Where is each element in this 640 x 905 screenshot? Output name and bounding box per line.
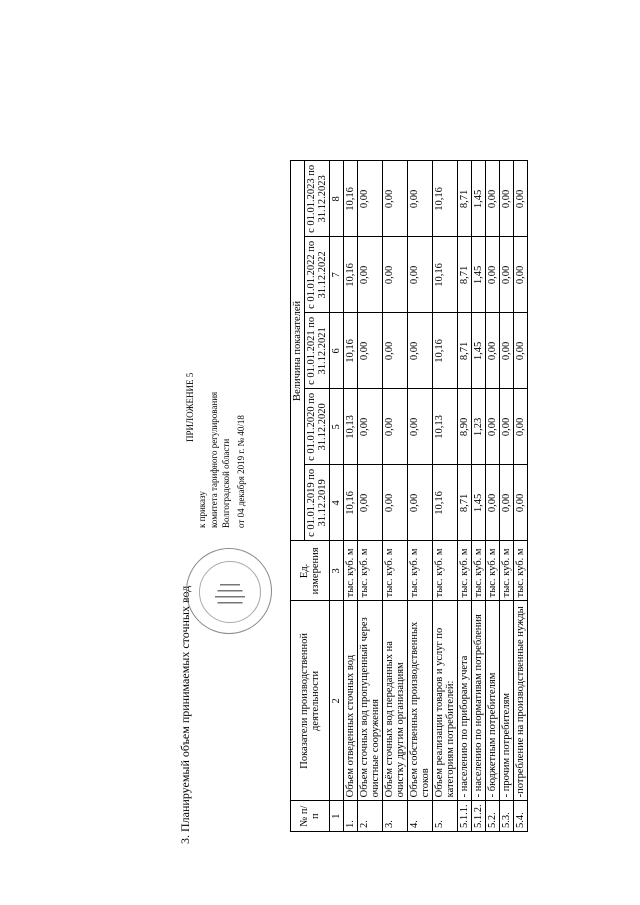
row-value: 10,16 [433, 313, 458, 389]
col-number: 3 [330, 541, 344, 601]
row-value: 0,00 [500, 161, 514, 237]
row-value: 10,13 [433, 389, 458, 465]
col-header-num: № п/п [291, 801, 330, 832]
row-unit: тыс. куб. м [344, 541, 358, 601]
row-value: 0,00 [486, 237, 500, 313]
col-number: 7 [330, 237, 344, 313]
row-value: 10,16 [344, 313, 358, 389]
table-row [500, 161, 514, 832]
table-row [358, 161, 383, 832]
row-unit: тыс. куб. м [486, 541, 500, 601]
row-indicator: Объем собственных производственных стоков [408, 601, 433, 801]
col-number: 5 [330, 389, 344, 465]
row-value: 0,00 [358, 465, 383, 541]
appendix-line: к приказу [197, 491, 207, 528]
row-value: 10,16 [344, 465, 358, 541]
row-value: 0,00 [486, 313, 500, 389]
col-number: 6 [330, 313, 344, 389]
row-value: 1,45 [472, 313, 486, 389]
row-value: 0,00 [408, 389, 433, 465]
row-value: 10,16 [433, 237, 458, 313]
appendix-title: ПРИЛОЖЕНИЕ 5 [185, 372, 195, 442]
row-value: 0,00 [383, 465, 408, 541]
row-value: 8,90 [458, 389, 472, 465]
row-value: 0,00 [514, 313, 528, 389]
row-value: 8,71 [458, 465, 472, 541]
row-value: 8,71 [458, 161, 472, 237]
row-value: 0,00 [514, 465, 528, 541]
table-row [408, 161, 433, 832]
col-header-period: с 01.01.2023 по 31.12.2023 [305, 161, 330, 237]
row-value: 8,71 [458, 237, 472, 313]
appendix-header [184, 373, 247, 528]
row-unit: тыс. куб. м [500, 541, 514, 601]
col-header-indicator: Показатели производственной деятельности [291, 601, 330, 801]
table-row [514, 161, 528, 832]
rotated-content [176, 84, 526, 844]
row-value: 10,13 [344, 389, 358, 465]
row-value: 0,00 [500, 313, 514, 389]
row-indicator: - населению по приборам учета [458, 601, 472, 801]
row-value: 0,00 [383, 161, 408, 237]
row-value: 0,00 [514, 161, 528, 237]
row-unit: тыс. куб. м [514, 541, 528, 601]
row-value: 0,00 [486, 389, 500, 465]
row-value: 0,00 [486, 161, 500, 237]
row-value: 1,45 [472, 237, 486, 313]
col-header-period: с 01.01.2022 по 31.12.2022 [305, 237, 330, 313]
row-indicator: Объём сточных вод переданных на очистку другим организациям [383, 601, 408, 801]
row-value: 1,45 [472, 465, 486, 541]
official-seal-stamp [186, 548, 272, 634]
row-value: 10,16 [344, 161, 358, 237]
appendix-line: Волгоградской области [221, 438, 231, 528]
row-unit: тыс. куб. м [358, 541, 383, 601]
seal-text: ▬▬▬▬▬ ▬▬▬▬▬▬ ▬▬▬▬▬ ▬▬▬▬ [215, 582, 245, 605]
row-number: 3. [383, 801, 408, 832]
row-value: 1,23 [472, 389, 486, 465]
row-unit: тыс. куб. м [472, 541, 486, 601]
row-indicator: - прочим потребителям [500, 601, 514, 801]
row-value: 0,00 [383, 389, 408, 465]
row-value: 0,00 [500, 465, 514, 541]
table-row [433, 161, 458, 832]
row-value: 0,00 [358, 161, 383, 237]
row-indicator: -потребление на производственные нужды [514, 601, 528, 801]
table-row [472, 161, 486, 832]
row-indicator: Объем реализации товаров и услуг по категориям потребителей: [433, 601, 458, 801]
row-indicator: - населению по нормативам потребления [472, 601, 486, 801]
row-value: 10,16 [433, 161, 458, 237]
row-number: 5.1.2. [472, 801, 486, 832]
appendix-line: от 04 декабря 2019 г. № 40/18 [236, 415, 246, 528]
row-indicator: Объем отведенных сточных вод [344, 601, 358, 801]
row-value: 0,00 [486, 465, 500, 541]
row-value: 0,00 [514, 237, 528, 313]
row-value: 0,00 [408, 465, 433, 541]
col-header-group: Величина показателей [291, 161, 305, 541]
row-value: 0,00 [383, 313, 408, 389]
row-value: 0,00 [408, 313, 433, 389]
col-number: 8 [330, 161, 344, 237]
row-unit: тыс. куб. м [433, 541, 458, 601]
section-title: 3. Планируемый объем принимаемых сточных вод [178, 585, 192, 844]
wastewater-volume-table [290, 160, 528, 832]
table-row [383, 161, 408, 832]
row-value: 0,00 [358, 237, 383, 313]
row-value: 10,16 [433, 465, 458, 541]
row-number: 5.1.1. [458, 801, 472, 832]
row-number: 1. [344, 801, 358, 832]
row-value: 10,16 [344, 237, 358, 313]
table-row [344, 161, 358, 832]
appendix-line: комитета тарифного регулирования [209, 391, 219, 528]
row-number: 4. [408, 801, 433, 832]
col-number: 2 [330, 601, 344, 801]
row-value: 0,00 [358, 389, 383, 465]
row-indicator: - бюджетным потребителям [486, 601, 500, 801]
row-value: 0,00 [358, 313, 383, 389]
row-number: 5.3. [500, 801, 514, 832]
col-header-period: с 01.01.2019 по 31.12.2019 [305, 465, 330, 541]
col-header-unit: Ед. измерения [291, 541, 330, 601]
row-unit: тыс. куб. м [458, 541, 472, 601]
col-header-period: с 01.01.2021 по 31.12.2021 [305, 313, 330, 389]
row-indicator: Объем сточных вод пропущенный через очистные сооружения [358, 601, 383, 801]
row-number: 5. [433, 801, 458, 832]
col-number: 1 [330, 801, 344, 832]
row-value: 0,00 [408, 237, 433, 313]
row-value: 0,00 [383, 237, 408, 313]
row-value: 0,00 [514, 389, 528, 465]
row-value: 0,00 [500, 389, 514, 465]
row-value: 1,45 [472, 161, 486, 237]
column-number-row [330, 161, 344, 832]
row-unit: тыс. куб. м [383, 541, 408, 601]
col-number: 4 [330, 465, 344, 541]
row-number: 5.2. [486, 801, 500, 832]
row-value: 0,00 [408, 161, 433, 237]
row-number: 2. [358, 801, 383, 832]
col-header-period: с 01.01.2020 по 31.12.2020 [305, 389, 330, 465]
row-unit: тыс. куб. м [408, 541, 433, 601]
row-value: 0,00 [500, 237, 514, 313]
table-row [486, 161, 500, 832]
row-value: 8,71 [458, 313, 472, 389]
table-row [458, 161, 472, 832]
row-number: 5.4. [514, 801, 528, 832]
